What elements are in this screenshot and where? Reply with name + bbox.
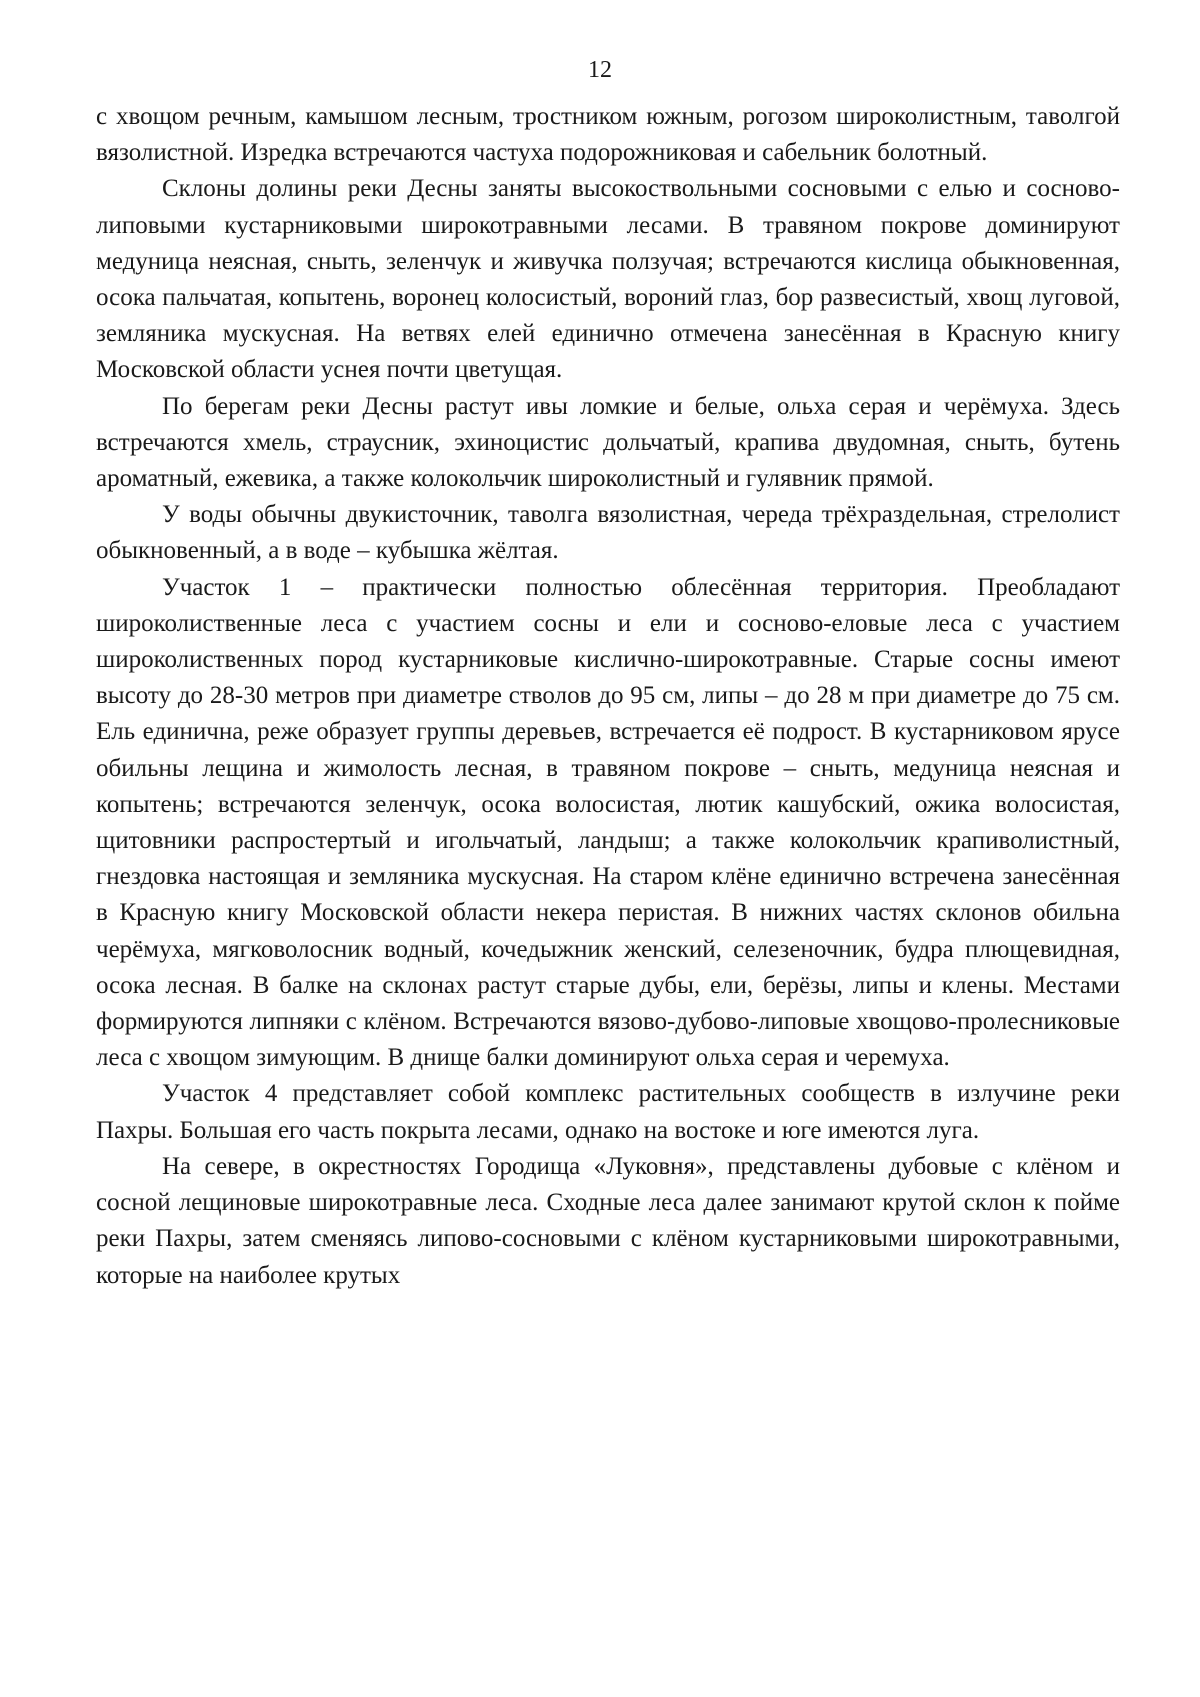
paragraph: с хвощом речным, камышом лесным, тростником южным, рогозом широколистным, таволгой вязолистной. Изредка встречаются частуха подорожниковая и сабельник болотный.: [96, 103, 1120, 167]
paragraph: Склоны долины реки Десны заняты высокоствольными сосновыми с елью и сосново-липовыми кустарниковыми широкотравными лесами. В травяном покрове доминируют медуница неясная, сныть, зеленчук и живучка ползучая; встречаются кислица обыкновенная, осока пальчатая, копытень, воронец колосистый, вороний глаз, бор развесистый, хвощ луговой, земляника мускусная. На ветвях елей единично отмечена занесённая в Красную книгу Московской области уснея почти цветущая.: [96, 175, 1120, 384]
paragraph: У воды обычны двукисточник, таволга вязолистная, череда трёхраздельная, стрелолист обыкновенный, а в воде – кубышка жёлтая.: [96, 501, 1120, 565]
paragraph: Участок 4 представляет собой комплекс растительных сообществ в излучине реки Пахры. Большая его часть покрыта лесами, однако на востоке и юге имеются луга.: [96, 1080, 1120, 1144]
paragraph: На севере, в окрестностях Городища «Луковня», представлены дубовые с клёном и сосной лещиновые широкотравные леса. Сходные леса далее занимают крутой склон к пойме реки Пахры, затем сменяясь липово-сосновыми с клёном кустарниковыми широкотравными, которые на наиболее крутых: [96, 1152, 1120, 1289]
paragraph: Участок 1 – практически полностью облесённая территория. Преобладают широколиственные леса с участием сосны и ели и сосново-еловые леса с участием широколиственных пород кустарниковые кислично-широкотравные. Старые сосны имеют высоту до 28-30 метров при диаметре стволов до 95 см, липы – до 28 м при диаметре до 75 см. Ель единична, реже образует группы деревьев, встречается её подрост. В кустарниковом ярусе обильны лещина и жимолость лесная, в травяном покрове – сныть, медуница неясная и копытень; встречаются зеленчук, осока волосистая, лютик кашубский, ожика волосистая, щитовники распростертый и игольчатый, ландыш; а также колокольчик крапиволистный, гнездовка настоящая и земляника мускусная. На старом клёне единично встречена занесённая в Красную книгу Московской области некера перистая. В нижних частях склонов обильна черёмуха, мягковолосник водный, кочедыжник женский, селезеночник, будра плющевидная, осока лесная. В балке на склонах растут старые дубы, ели, берёзы, липы и клены. Местами формируются липняки с клёном. Встречаются вязово-дубово-липовые хвощово-пролесниковые леса с хвощом зимующим. В днище балки доминируют ольха серая и черемуха.: [96, 573, 1120, 1072]
body-text: [96, 99, 1120, 1294]
page-number: 12: [588, 57, 612, 83]
paragraph: По берегам реки Десны растут ивы ломкие и белые, ольха серая и черёмуха. Здесь встречаются хмель, страусник, эхиноцистис дольчатый, крапива двудомная, сныть, бутень ароматный, ежевика, а также колокольчик широколистный и гулявник прямой.: [96, 392, 1120, 493]
